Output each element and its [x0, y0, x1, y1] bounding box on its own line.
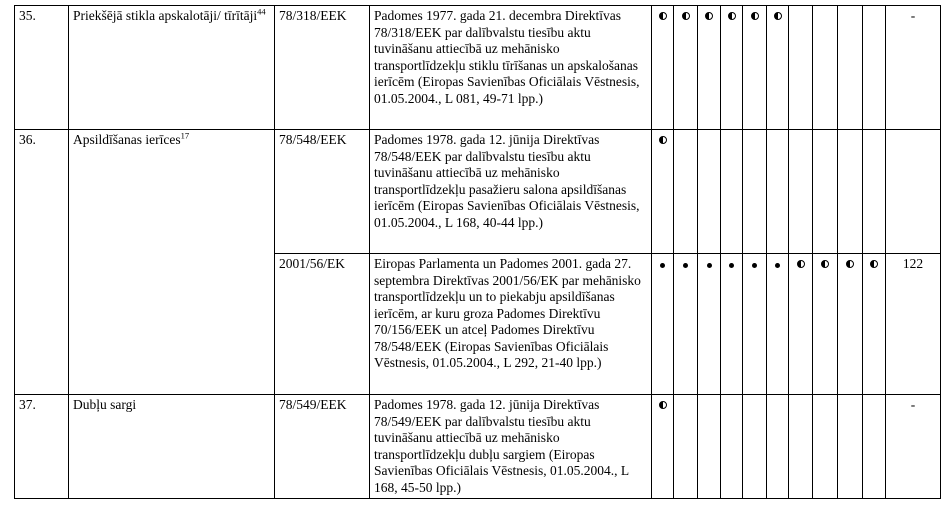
mark-cell — [767, 6, 789, 130]
mark-cell — [789, 254, 813, 395]
mark-cell — [767, 395, 789, 499]
mark-cell — [863, 395, 886, 499]
mark-cell — [743, 6, 767, 130]
directive-code: 2001/56/EK — [275, 254, 370, 395]
mark-cell — [698, 6, 721, 130]
table-row-36 — [15, 130, 941, 254]
reference-cell: 122 — [886, 254, 941, 395]
subject-text: Priekšējā stikla apskalotāji/ tīrītāji — [73, 8, 258, 23]
table-row-37 — [15, 395, 941, 499]
half-filled-circle-icon — [870, 260, 878, 268]
mark-cell — [674, 130, 698, 254]
half-filled-circle-icon — [751, 12, 759, 20]
mark-cell — [789, 395, 813, 499]
directive-description: Padomes 1978. gada 12. jūnija Direktīvas 78/549/EEK par dalībvalstu tiesību aktu tuvināšanu attiecībā uz mehānisko transportlīdzekļu dubļu sargiem (Eiropas Savienības Oficiālais Vēstnesis, 01.05.2004., L 168, 45-50 lpp.) — [370, 395, 652, 499]
mark-cell — [721, 130, 743, 254]
mark-cell — [674, 395, 698, 499]
mark-cell — [767, 254, 789, 395]
mark-cell — [652, 6, 674, 130]
reference-cell — [886, 130, 941, 254]
mark-cell — [813, 254, 838, 395]
mark-cell — [698, 130, 721, 254]
mark-cell — [652, 254, 674, 395]
mark-cell — [813, 6, 838, 130]
filled-circle-icon — [775, 263, 780, 268]
half-filled-circle-icon — [821, 260, 829, 268]
mark-cell — [674, 254, 698, 395]
half-filled-circle-icon — [774, 12, 782, 20]
mark-cell — [721, 395, 743, 499]
directive-description: Eiropas Parlamenta un Padomes 2001. gada 27. septembra Direktīvas 2001/56/EK par mehānisko transportlīdzekļu un to piekabju apsildīšanas ierīcēm, ar kuru groza Padomes Direktīvu 70/156/EEK un atceļ Padomes Direktīvu 78/548/EEK (Eiropas Savienības Oficiālais Vēstnesis, 01.05.2004., L 292, 21-40 lpp.) — [370, 254, 652, 395]
mark-cell — [789, 130, 813, 254]
reference-cell: - — [886, 6, 941, 130]
mark-cell — [789, 6, 813, 130]
mark-cell — [743, 254, 767, 395]
mark-cell — [652, 395, 674, 499]
mark-cell — [863, 130, 886, 254]
mark-cell — [767, 130, 789, 254]
subject-cell — [69, 395, 275, 499]
mark-cell — [838, 130, 863, 254]
mark-cell — [743, 395, 767, 499]
mark-cell — [743, 130, 767, 254]
mark-cell — [652, 130, 674, 254]
filled-circle-icon — [752, 263, 757, 268]
subject-text: Apsildīšanas ierīces — [73, 132, 181, 147]
subject-cell — [69, 6, 275, 130]
half-filled-circle-icon — [682, 12, 690, 20]
directives-table — [14, 5, 941, 499]
filled-circle-icon — [729, 263, 734, 268]
half-filled-circle-icon — [659, 401, 667, 409]
directive-code: 78/549/EEK — [275, 395, 370, 499]
filled-circle-icon — [707, 263, 712, 268]
row-number: 35. — [15, 6, 69, 130]
row-number: 36. — [15, 130, 69, 395]
half-filled-circle-icon — [797, 260, 805, 268]
mark-cell — [721, 254, 743, 395]
row-number: 37. — [15, 395, 69, 499]
half-filled-circle-icon — [659, 12, 667, 20]
directive-code: 78/318/EEK — [275, 6, 370, 130]
reference-cell: - — [886, 395, 941, 499]
mark-cell — [721, 6, 743, 130]
footnote: 17 — [180, 130, 190, 141]
directive-description: Padomes 1977. gada 21. decembra Direktīvas 78/318/EEK par dalībvalstu tiesību aktu tuvināšanu attiecībā uz mehānisko transportlīdzekļu stiklu tīrīšanas un apskalošanas ierīcēm (Eiropas Savienības Oficiālais Vēstnesis, 01.05.2004., L 081, 49-71 lpp.) — [370, 6, 652, 130]
mark-cell — [813, 130, 838, 254]
subject-cell — [69, 130, 275, 395]
table-row-35 — [15, 6, 941, 130]
filled-circle-icon — [683, 263, 688, 268]
half-filled-circle-icon — [846, 260, 854, 268]
directive-description: Padomes 1978. gada 12. jūnija Direktīvas 78/548/EEK par dalībvalstu tiesību aktu tuvināšanu attiecībā uz mehānisko transportlīdzekļu pasažieru salona apsildīšanas ierīcēm (Eiropas Savienības Oficiālais Vēstnesis, 01.05.2004., L 168, 40-44 lpp.) — [370, 130, 652, 254]
mark-cell — [838, 254, 863, 395]
mark-cell — [698, 395, 721, 499]
directive-code: 78/548/EEK — [275, 130, 370, 254]
subject-text: Dubļu sargi — [73, 397, 137, 412]
mark-cell — [838, 395, 863, 499]
footnote: 44 — [257, 6, 266, 17]
mark-cell — [838, 6, 863, 130]
half-filled-circle-icon — [728, 12, 736, 20]
half-filled-circle-icon — [705, 12, 713, 20]
mark-cell — [674, 6, 698, 130]
half-filled-circle-icon — [659, 136, 667, 144]
filled-circle-icon — [660, 263, 665, 268]
mark-cell — [698, 254, 721, 395]
mark-cell — [863, 6, 886, 130]
mark-cell — [863, 254, 886, 395]
mark-cell — [813, 395, 838, 499]
